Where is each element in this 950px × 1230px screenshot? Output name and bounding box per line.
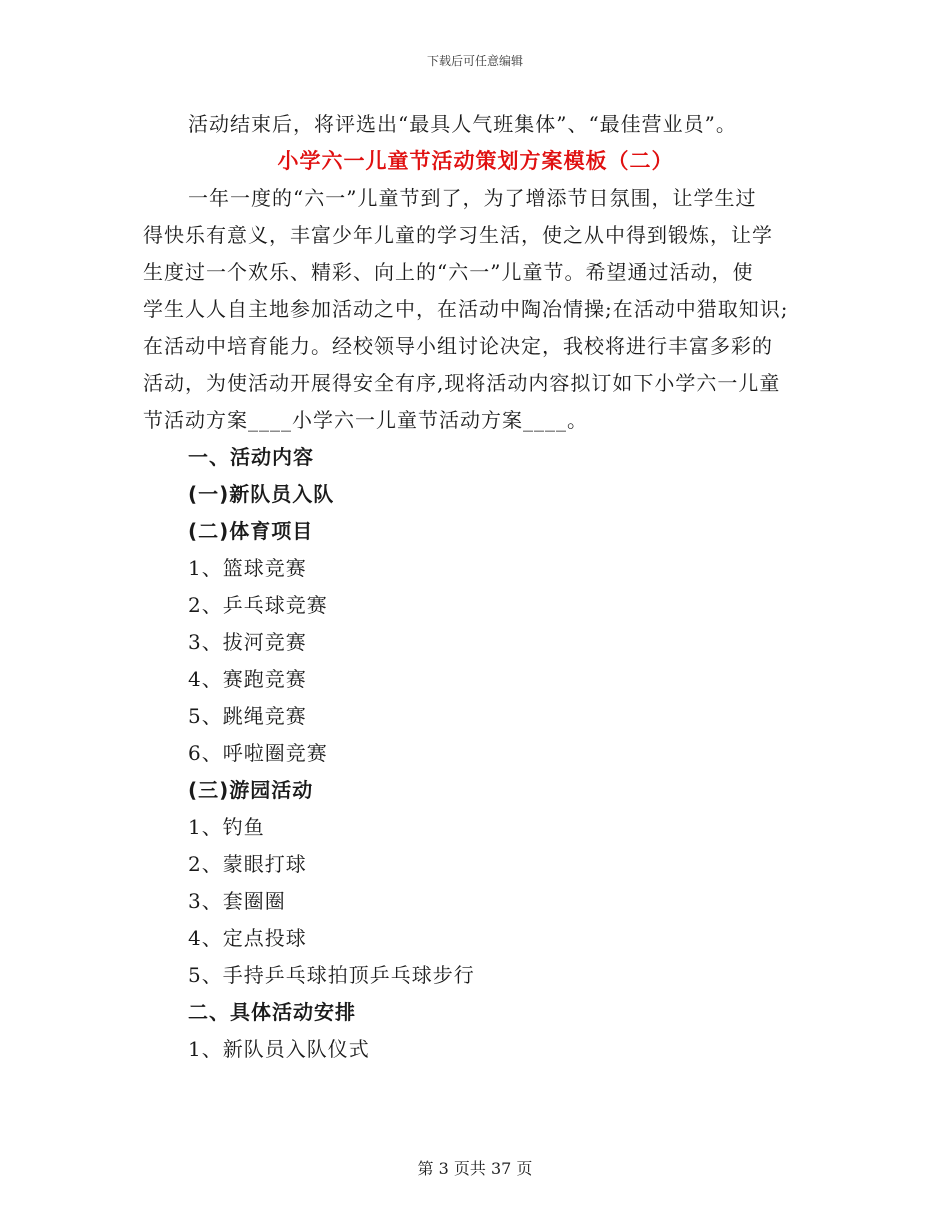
list-item: 5、手持乒乓球拍顶乒乓球步行 bbox=[188, 963, 475, 987]
paragraph-line: 节活动方案____小学六一儿童节活动方案____。 bbox=[143, 408, 588, 432]
paragraph-line: 生度过一个欢乐、精彩、向上的“六一”儿童节。希望通过活动，使 bbox=[143, 260, 754, 284]
subsection-new-members: (一)新队员入队 bbox=[188, 482, 335, 506]
list-item: 3、套圈圈 bbox=[188, 889, 286, 913]
list-item: 5、跳绳竞赛 bbox=[188, 704, 307, 728]
list-item: 4、赛跑竞赛 bbox=[188, 667, 307, 691]
paragraph-line: 活动，为使活动开展得安全有序,现将活动内容拟订如下小学六一儿童 bbox=[143, 371, 781, 395]
list-item: 1、篮球竞赛 bbox=[188, 556, 307, 580]
document-title: 小学六一儿童节活动策划方案模板（二） bbox=[277, 149, 674, 173]
intro-line: 活动结束后，将评选出“最具人气班集体”、“最佳营业员”。 bbox=[188, 112, 737, 136]
list-item: 1、新队员入队仪式 bbox=[188, 1037, 370, 1061]
section-heading-activities: 一、活动内容 bbox=[188, 445, 314, 469]
list-item: 6、呼啦圈竞赛 bbox=[188, 741, 328, 765]
paragraph-line: 一年一度的“六一”儿童节到了，为了增添节日氛围，让学生过 bbox=[188, 186, 757, 210]
subsection-sports: (二)体育项目 bbox=[188, 519, 314, 543]
subsection-garden: (三)游园活动 bbox=[188, 778, 314, 802]
paragraph-line: 学生人人自主地参加活动之中，在活动中陶冶情操;在活动中猎取知识; bbox=[143, 297, 789, 321]
list-item: 2、乒乓球竞赛 bbox=[188, 593, 328, 617]
list-item: 4、定点投球 bbox=[188, 926, 307, 950]
section-heading-arrangement: 二、具体活动安排 bbox=[188, 1000, 356, 1024]
list-item: 3、拔河竞赛 bbox=[188, 630, 307, 654]
paragraph-line: 在活动中培育能力。经校领导小组讨论决定，我校将进行丰富多彩的 bbox=[143, 334, 773, 358]
list-item: 2、蒙眼打球 bbox=[188, 852, 307, 876]
paragraph-line: 得快乐有意义，丰富少年儿童的学习生活，使之从中得到锻炼，让学 bbox=[143, 223, 773, 247]
document-body bbox=[143, 106, 808, 1068]
header-note: 下载后可任意编辑 bbox=[426, 54, 523, 68]
page-number: 第 3 页共 37 页 bbox=[417, 1159, 533, 1178]
list-item: 1、钓鱼 bbox=[188, 815, 265, 839]
